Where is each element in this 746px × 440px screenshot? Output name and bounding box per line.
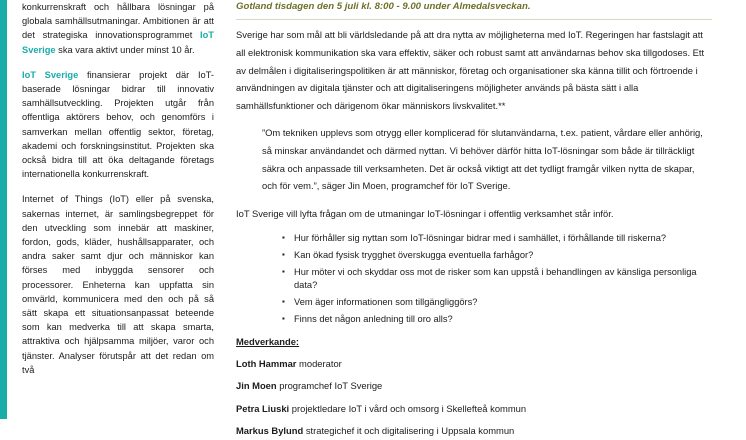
participant-role: projektledare IoT i vård och omsorg i Skellefteå kommun — [291, 402, 527, 414]
participants-heading: Medverkande: — [236, 335, 300, 347]
heading-divider — [236, 19, 712, 20]
left-p1-part1: konkurrenskraft och hållbara lösningar på globala samhällsutmaningar. Ambitionen är att det strategiska innovationsprogrammet — [22, 2, 214, 41]
lead-in-paragraph: IoT Sverige vill lyfta frågan om de utmaningar IoT-lösningar i offentlig verksamhet står inför. — [236, 208, 614, 220]
left-p2-body: finansierar projekt där IoT-baserade lösningar bidrar till innovativ samhällsutveckling. Projekten utgår från offentliga aktörers behov, och genomförs i samverkan mellan offentlig sektor, företag, akademi och forskningsinstitut. Projekten ska också bidra till att öka deltagande företags internationella konkurrenskraft. — [22, 69, 214, 180]
pull-quote: ”Om tekniken upplevs som otrygg eller komplicerad för slutanvändarna, t.ex. patient, vårdare eller anhörig, så minskar användandet och därmed nyttan. Vi behöver därför hitta IoT-lösningar som både är tillräckligt säkra och anpassade till verksamheten. Det är också viktigt att det tydligt framgår vilken nytta de skapar, och för vem.”, säger Jin Moen, programchef för IoT Sverige. — [262, 126, 703, 192]
participant-role: strategichef it och digitalisering i Uppsala kommun — [305, 425, 515, 437]
list-item: ▪ Vem äger informationen som tillgängliggörs? — [294, 296, 712, 310]
participant-name: Loth Hammar — [236, 357, 297, 369]
participant-name: Jin Moen — [236, 380, 277, 392]
left-paragraph-1 — [22, 0, 214, 57]
participant-role: moderator — [299, 357, 342, 369]
left-p1-brand: IoT Sverige — [22, 30, 214, 55]
participant-row — [236, 422, 712, 440]
event-heading: Gotland tisdagen den 5 juli kl. 8:00 - 9.00 under Almedalsveckan. — [236, 1, 531, 12]
participant-role: programchef IoT Sverige — [279, 380, 383, 392]
list-item: ▪ Kan ökad fysisk trygghet överskugga eventuella farhågor? — [294, 249, 712, 263]
list-item: ▪ Finns det någon anledning till oro alls? — [294, 313, 712, 327]
list-item: ▪ Hur förhåller sig nyttan som IoT-lösningar bidrar med i samhället, i förhållande till riskerna? — [294, 232, 712, 246]
left-accent-bar-gap — [7, 0, 9, 419]
participant-name: Petra Liuski — [236, 402, 290, 414]
participant-name: Markus Bylund — [236, 425, 304, 437]
right-text-column — [228, 0, 726, 437]
participant-row — [236, 400, 712, 418]
left-accent-bar — [0, 0, 7, 419]
left-p1-part2: ska vara aktivt under minst 10 år. — [55, 44, 195, 55]
participant-row — [236, 355, 712, 373]
left-paragraph-3: Internet of Things (IoT) eller på svenska, sakernas internet, är samlingsbegreppet för den utveckling som innebär att maskiner, fordon, gods, kläder, hushållsapparater, och andra saker samt djur och människor kan förses med inbyggda sensorer och processorer. Enheterna kan uppfatta sin omvärld, kommunicera med den och på så sätt skapa ett situationsanpassat beteende som kan medverka till att skapa smarta, attraktiva och hjälpsamma miljöer, varor och tjänster. Analyser förutspår att det redan om två — [22, 194, 214, 375]
left-paragraph-2 — [22, 68, 214, 182]
question-list — [236, 232, 712, 327]
participant-row — [236, 377, 712, 395]
left-text-column — [0, 0, 228, 419]
left-p2-brand: IoT Sverige — [22, 69, 79, 80]
list-item: ▪ Hur möter vi och skyddar oss mot de risker som kan uppstå i behandlingen av känsliga personliga data? — [294, 266, 712, 294]
intro-paragraph: Sverige har som mål att bli världsledande på att dra nytta av möjligheterna med IoT. Regeringen har fastslagit att all elektronisk kommunikation ska vara effektiv, säker och robust samt att användarnas behov ska tillgodoses. Ett av delmålen i digitaliseringspolitiken är att människor, företag och organisationer ska känna tillit och förtroende i användningen av digitala tjänster och att digitaliseringens möjligheter används på bästa sätt i alla samhällsfunktioner och därigenom ökar människors livskvalitet.** — [236, 29, 705, 112]
